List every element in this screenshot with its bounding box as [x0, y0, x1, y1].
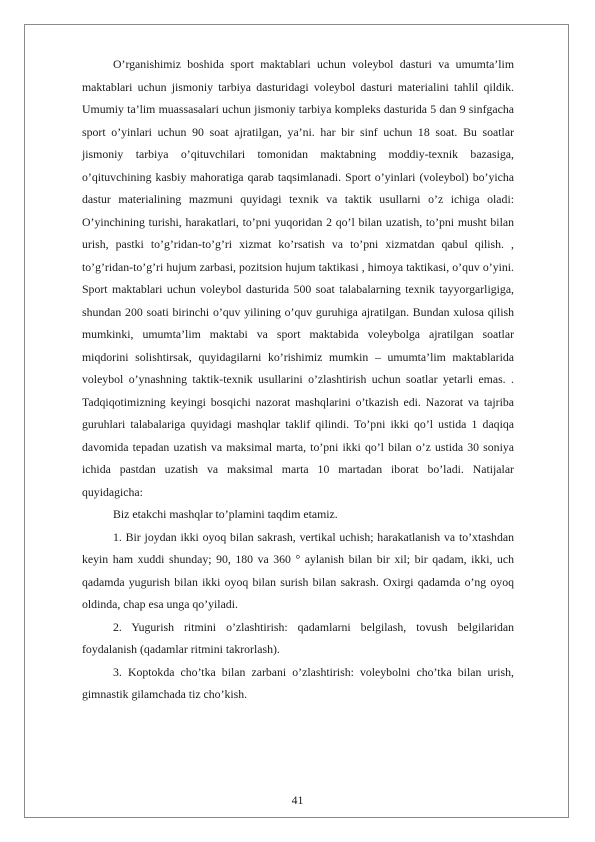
- page-number: 41: [291, 793, 304, 807]
- paragraph-intro: O’rganishimiz boshida sport maktablari uchun voleybol dasturi va umumta’lim maktablari uchun jismoniy tarbiya dasturidagi voleybol dasturi materialini tahlil qildik. Umumiy ta’lim muassasalari uchun jismoniy tarbiya kompleks dasturida 5 dan 9 sinfgacha sport o’yinlari uchun 90 soat ajratilgan, ya’ni. har bir sinf uchun 18 soat. Bu soatlar jismoniy tarbiya o’qituvchilari tomonidan maktabning moddiy-texnik bazasiga, o’qituvchining kasbiy mahoratiga qarab taqsimlanadi. Sport o’yinlari (voleybol) bo’yicha dastur materialining mazmuni quyidagi texnik va taktik usullarni o’z ichiga oladi: O’yinchining turishi, harakatlari, to’pni yuqoridan 2 qo’l bilan uzatish, to’pni musht bilan urish, pastki to’g’ridan-to’g’ri xizmat ko’rsatish va to’pni xizmatdan qabul qilish. , to’g’ridan-to’g’ri hujum zarbasi, pozitsion hujum taktikasi , himoya taktikasi, o’quv o’yini. Sport maktablari uchun voleybol dasturida 500 soat talabalarning texnik tayyorgarligiga, shundan 200 soati birinchi o’quv yilining o’quv guruhiga ajratilgan. Bundan xulosa qilish mumkinki, umumta’lim maktabi va sport maktabida voleybolga ajratilgan soatlar miqdorini solishtirsak, quyidagilarni ko’rishimiz mumkin – umumta’lim maktablarida voleybol o’ynashning taktik-texnik usullarini o’zlashtirish uchun soatlar yetarli emas. . Tadqiqotimizning keyingi bosqichi nazorat mashqlarini o’tkazish edi. Nazorat va tajriba guruhlari talabalariga quyidagi mashqlar taklif qilindi. To’pni ikki qo’l ustida 1 daqiqa davomida tepadan uzatish va maksimal marta, to’pni ikki qo’l bilan o’z ustida 30 soniya ichida pastdan uzatish va maksimal marta 10 martadan iborat bo’ladi. Natijalar quyidagicha:: [82, 57, 514, 499]
- list-item-2: 2. Yugurish ritmini o’zlashtirish: qadamlarni belgilash, tovush belgilaridan foydalanish (qadamlar ritmini takrorlash).: [82, 619, 514, 656]
- body-text: [82, 53, 514, 706]
- list-item-1: 1. Bir joydan ikki oyoq bilan sakrash, vertikal uchish; harakatlanish va to’xtashdan keyin ham xuddi shunday; 90, 180 va 360 ° aylanish bilan bir xil; bir qadam, ikki, uch qadamda yugurish bilan ikki oyoq bilan surish bilan sakrash. Oxirgi qadamda o’ng oyoq oldinda, chap esa unga qo’yiladi.: [82, 529, 514, 611]
- list-item-3: 3. Koptokda cho’tka bilan zarbani o’zlashtirish: voleybolni cho’tka bilan urish, gimnastik gilamchada tiz cho’kish.: [82, 664, 514, 701]
- paragraph-exercises-intro: Biz etakchi mashqlar to’plamini taqdim etamiz.: [113, 507, 338, 521]
